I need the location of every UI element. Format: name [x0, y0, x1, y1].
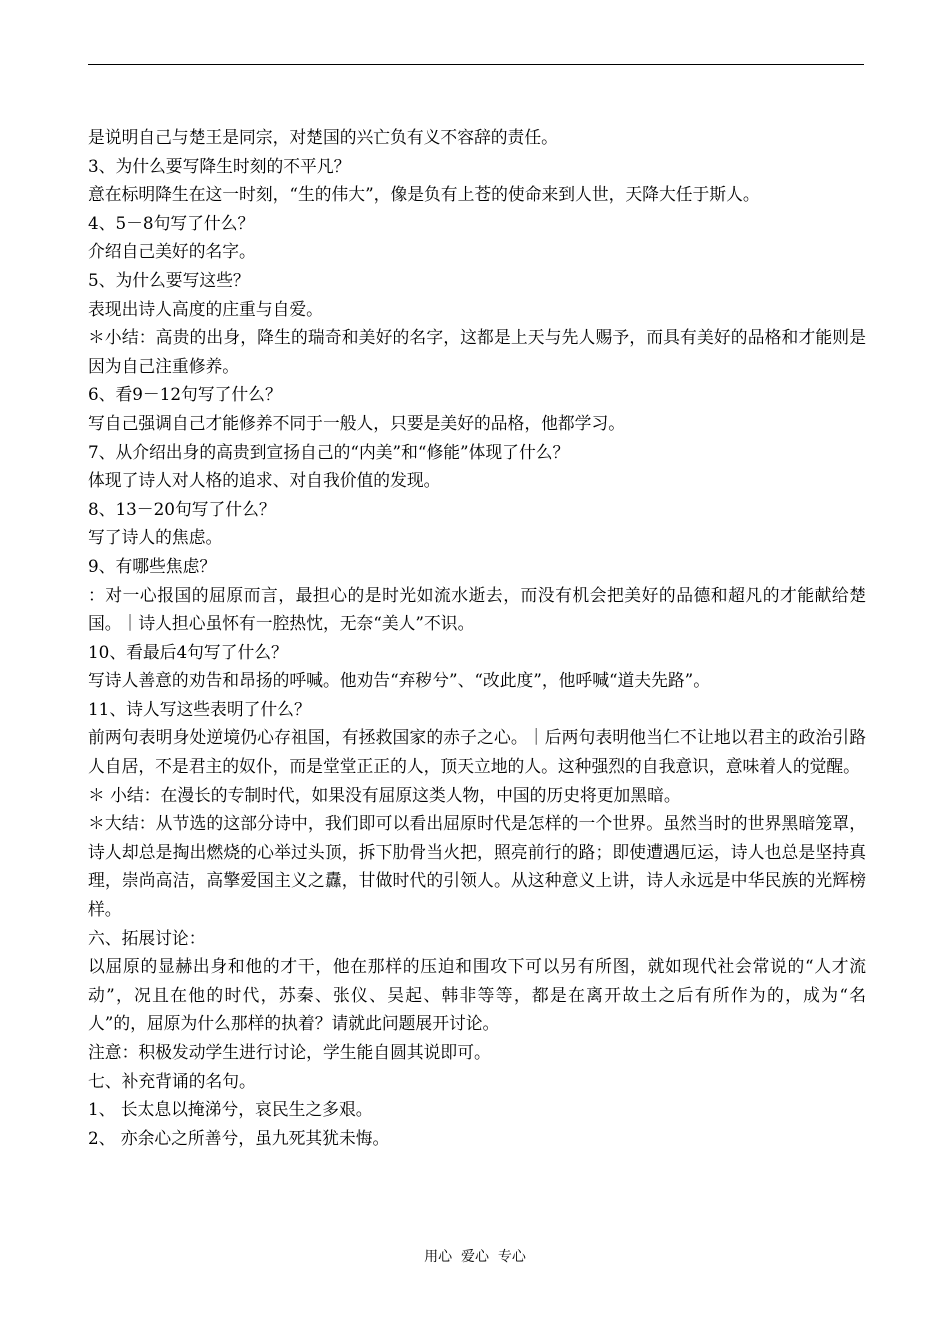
question-heading: 8、13－20句写了什么？ — [88, 498, 276, 519]
note-paragraph: 注意：积极发动学生进行讨论，学生能自圆其说即可。 — [88, 1042, 491, 1062]
paragraph: 意在标明降生在这一时刻，“生的伟大”，像是负有上苍的使命来到人世，天降大任于斯人。 — [88, 184, 760, 205]
section-heading: 七、补充背诵的名句。 — [88, 1070, 256, 1091]
paragraph: 是说明自己与楚王是同宗，对楚国的兴亡负有义不容辞的责任。 — [88, 127, 558, 147]
question-heading: 11、诗人写这些表明了什么？ — [88, 698, 311, 719]
document-body — [88, 123, 866, 1152]
question-heading: 9、有哪些焦虑？ — [88, 555, 217, 576]
paragraph: 写自己强调自己才能修养不同于一般人，只要是美好的品格，他都学习。 — [88, 412, 626, 433]
paragraph: 表现出诗人高度的庄重与自爱。 — [88, 298, 323, 319]
list-item: 2、 亦余心之所善兮，虽九死其犹未悔。 — [88, 1127, 390, 1148]
header-rule — [88, 64, 864, 65]
question-heading: 3、为什么要写降生时刻的不平凡？ — [88, 155, 351, 176]
paragraph: ：对一心报国的屈原而言，最担心的是时光如流水逝去，而没有机会把美好的品德和超凡的才能献给楚国。｜诗人担心虽怀有一腔热忱，无奈“美人”不识。 — [88, 584, 866, 634]
paragraph: 体现了诗人对人格的追求、对自我价值的发现。 — [88, 470, 441, 491]
paragraph: 写了诗人的焦虑。 — [88, 527, 223, 548]
page-footer: 用心 爱心 专心 — [424, 1249, 526, 1265]
section-heading: 六、拓展讨论： — [88, 927, 206, 948]
question-heading: 4、5－8句写了什么？ — [88, 212, 255, 233]
paragraph: 介绍自己美好的名字。 — [88, 241, 256, 262]
paragraph: 以屈原的显赫出身和他的才干，他在那样的压迫和围攻下可以另有所图，就如现代社会常说的“人才流动”，况且在他的时代，苏秦、张仪、吴起、韩非等等，都是在离开故土之后有所作为的，成为“名人”的，屈原为什么那样的执着？请就此问题展开讨论。 — [88, 956, 866, 1034]
paragraph: 写诗人善意的劝告和昂扬的呼喊。他劝告“弃秽兮”、“改此度”，他呼喊“道夫先路”。 — [88, 670, 711, 691]
question-heading: 7、从介绍出身的高贵到宣扬自己的“内美”和“修能”体现了什么？ — [88, 441, 570, 462]
list-item: 1、 长太息以掩涕兮，哀民生之多艰。 — [88, 1099, 373, 1120]
paragraph: 前两句表明身处逆境仍心存祖国，有拯救国家的赤子之心。｜后两句表明他当仁不让地以君主的政治引路人自居，不是君主的奴仆，而是堂堂正正的人，顶天立地的人。这种强烈的自我意识，意味着人的觉醒。 — [88, 727, 866, 777]
conclusion-paragraph: ＊大结：从节选的这部分诗中，我们即可以看出屈原时代是怎样的一个世界。虽然当时的世界黑暗笼罩，诗人却总是掏出燃烧的心举过头顶，拆下肋骨当火把，照亮前行的路；即使遭遇厄运，诗人也总是坚持真理，崇尚高洁，高擎爱国主义之纛，甘做时代的引领人。从这种意义上讲，诗人永远是中华民族的光辉榜样。 — [88, 813, 866, 920]
question-heading: 5、为什么要写这些？ — [88, 269, 250, 290]
question-heading: 6、看9－12句写了什么？ — [88, 384, 282, 405]
summary-paragraph: ＊ 小结：在漫长的专制时代，如果没有屈原这类人物，中国的历史将更加黑暗。 — [88, 784, 681, 805]
summary-paragraph: ＊小结：高贵的出身，降生的瑞奇和美好的名字，这都是上天与先人赐予，而具有美好的品格和才能则是因为自己注重修养。 — [88, 327, 866, 376]
question-heading: 10、看最后4句写了什么？ — [88, 641, 288, 662]
